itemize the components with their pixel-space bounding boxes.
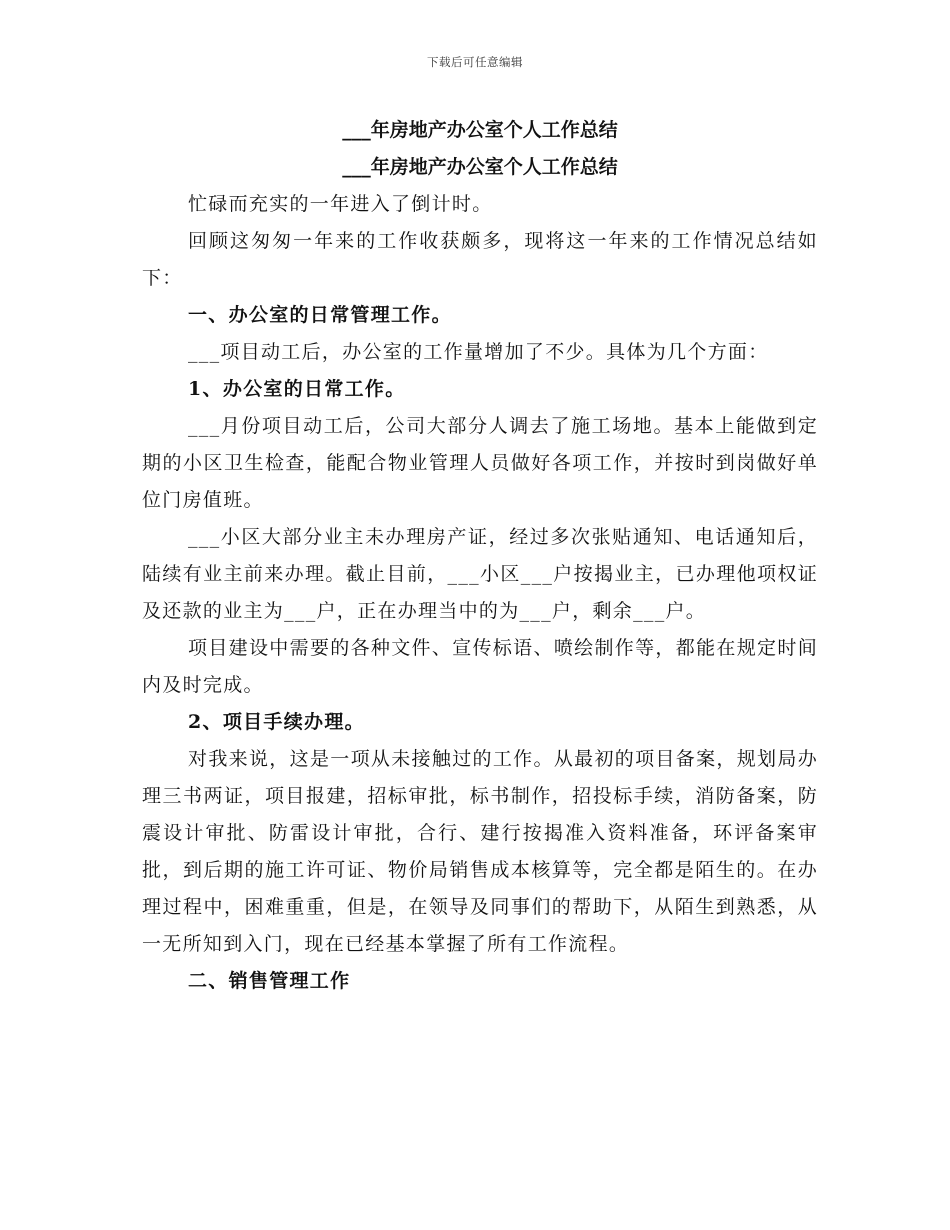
- section-heading-sales-management: 二、销售管理工作: [188, 970, 351, 992]
- property-certificate-paragraph: ___小区大部分业主未办理房产证，经过多次张贴通知、电话通知后，陆续有业主前来办理。截止目前，___小区___户按揭业主，已办理他项权证及还款的业主为___户，正在办理当中的为___户，剩余___户。: [142, 526, 818, 622]
- document-title: ___年房地产办公室个人工作总结: [342, 119, 618, 141]
- document-body: [142, 112, 818, 1000]
- daily-work-paragraph: ___月份项目动工后，公司大部分人调去了施工场地。基本上能做到定期的小区卫生检查，能配合物业管理人员做好各项工作，并按时到岗做好单位门房值班。: [142, 415, 818, 511]
- procedures-paragraph: 对我来说，这是一项从未接触过的工作。从最初的项目备案，规划局办理三书两证，项目报建，招标审批，标书制作，招投标手续，消防备案，防震设计审批、防雷设计审批，合行、建行按揭准入资料准备，环评备案审批，到后期的施工许可证、物价局销售成本核算等，完全都是陌生的。在办理过程中，困难重重，但是，在领导及同事们的帮助下，从陌生到熟悉，从一无所知到入门，现在已经基本掌握了所有工作流程。: [142, 748, 818, 955]
- subsection-heading-daily-work: 1、办公室的日常工作。: [188, 378, 406, 400]
- section-heading-office-management: 一、办公室的日常管理工作。: [188, 304, 452, 326]
- review-paragraph: 回顾这匆匆一年来的工作收获颇多，现将这一年来的工作情况总结如下：: [142, 230, 818, 289]
- subsection-heading-procedures: 2、项目手续办理。: [188, 711, 365, 733]
- header-note: 下载后可任意编辑: [427, 55, 523, 69]
- document-subtitle: ___年房地产办公室个人工作总结: [342, 156, 618, 178]
- documents-paragraph: 项目建设中需要的各种文件、宣传标语、喷绘制作等，都能在规定时间内及时完成。: [142, 637, 818, 696]
- workload-paragraph: ___项目动工后，办公室的工作量增加了不少。具体为几个方面：: [188, 341, 769, 363]
- intro-paragraph: 忙碌而充实的一年进入了倒计时。: [188, 193, 493, 215]
